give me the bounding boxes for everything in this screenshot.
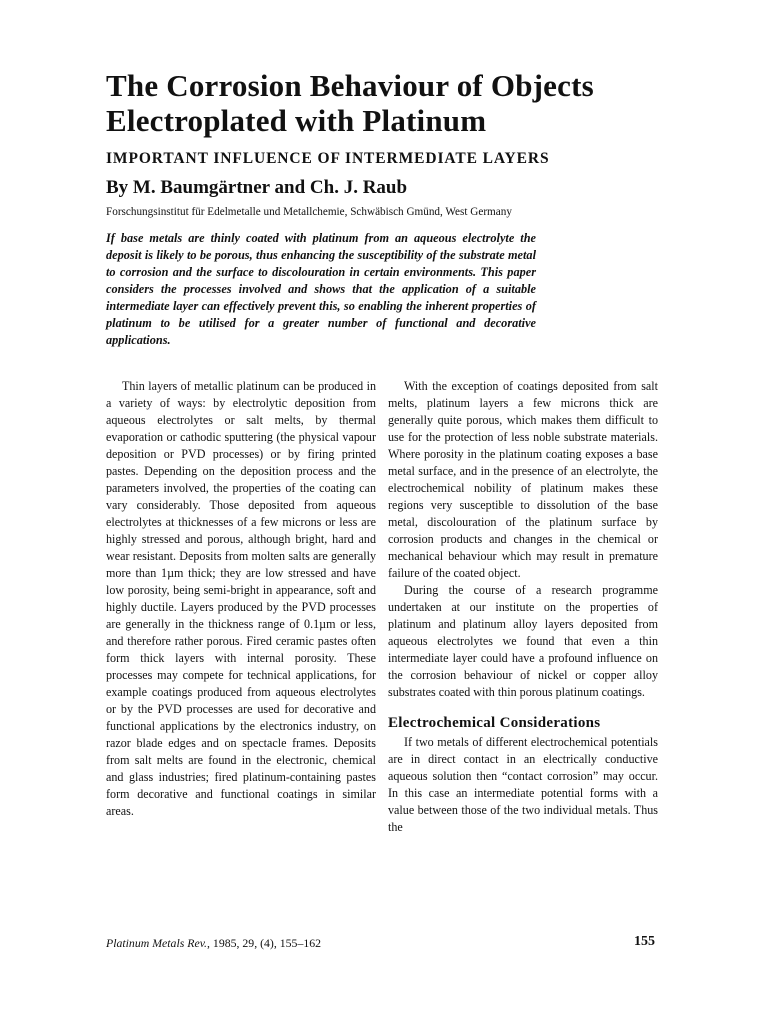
body-paragraph: Thin layers of metallic platinum can be produced in a variety of ways: by electrolytic deposition from aqueous electrolytes or salt melts, by thermal evaporation or cathodic sputtering (the physical vapour deposition or PVD processes) or by firing printed pastes. Depending on the deposition process and the parameters involved, the properties of the coating can vary considerably. Those deposited from aqueous electrolytes at thicknesses of a few microns or less are highly stressed and porous, although bright, hard and wear resistant. Deposits from molten salts are generally more than 1µm thick; they are low stressed and have low porosity, being semi-bright in appearance, soft and highly ductile. Layers produced by the PVD processes are generally in the thickness range of 0.1µm or less, and therefore rather porous. Fired ceramic pastes often form thick layers with internal porosity. These processes may compete for technical applications, for example coatings produced from aqueous electrolytes or by the PVD processes are used for decorative and functional applications by the electronics industry, on razor blade edges and on spectacle frames. Deposits from salt melts are found in the electronic, chemical and glass industries; fired platinum-containing pastes form decorative and functional coatings in similar areas. [106,379,376,818]
author-line: By M. Baumgärtner and Ch. J. Raub [106,177,408,198]
article-subtitle: IMPORTANT INFLUENCE OF INTERMEDIATE LAYERS [106,150,550,167]
page-number: 155 [634,934,655,949]
body-column-left [106,378,376,820]
citation-details: , 1985, 29, (4), 155–162 [207,936,322,950]
article-title [106,68,706,138]
body-paragraph: With the exception of coatings deposited from salt melts, platinum layers a few microns thick are generally quite porous, which makes them difficult to use for the protection of less noble substrate materials. Where porosity in the platinum coating exposes a base metal surface, and in the presence of an electrolyte, the electrochemical nobility of platinum makes these regions very susceptible to dissolution of the base metal, discolouration of the platinum surface by corrosion products and changes in the chemical or mechanical behaviour which may result in premature failure of the coated object. [388,379,658,580]
title-line-1: The Corrosion Behaviour of Objects [106,68,594,103]
body-paragraph: If two metals of different electrochemical potentials are in direct contact in an electrically conductive aqueous solution then “contact corrosion” may occur. In this case an intermediate potential forms with a value between those of the two individual metals. Thus the [388,735,658,834]
title-line-2: Electroplated with Platinum [106,103,487,138]
journal-citation [106,936,321,951]
body-paragraph: During the course of a research programme undertaken at our institute on the properties of platinum and platinum alloy layers deposited from aqueous electrolytes we found that even a thin intermediate layer could have a profound influence on the corrosion behaviour of nickel or copper alloy substrates coated with thin porous platinum coatings. [388,583,658,699]
author-affiliation: Forschungsinstitut für Edelmetalle und Metallchemie, Schwäbisch Gmünd, West Germany [106,206,512,218]
abstract: If base metals are thinly coated with platinum from an aqueous electrolyte the deposit is likely to be porous, thus enhancing the susceptibility of the substrate metal to corrosion and the surface to discolouration in certain environments. This paper considers the processes involved and shows that the application of a suitable intermediate layer can effectively prevent this, so enabling the inherent properties of platinum to be utilised for a greater number of functional and decorative applications. [106,231,536,347]
section-heading: Electrochemical Considerations [388,715,601,731]
body-column-right [388,378,658,836]
journal-name: Platinum Metals Rev. [106,936,208,950]
